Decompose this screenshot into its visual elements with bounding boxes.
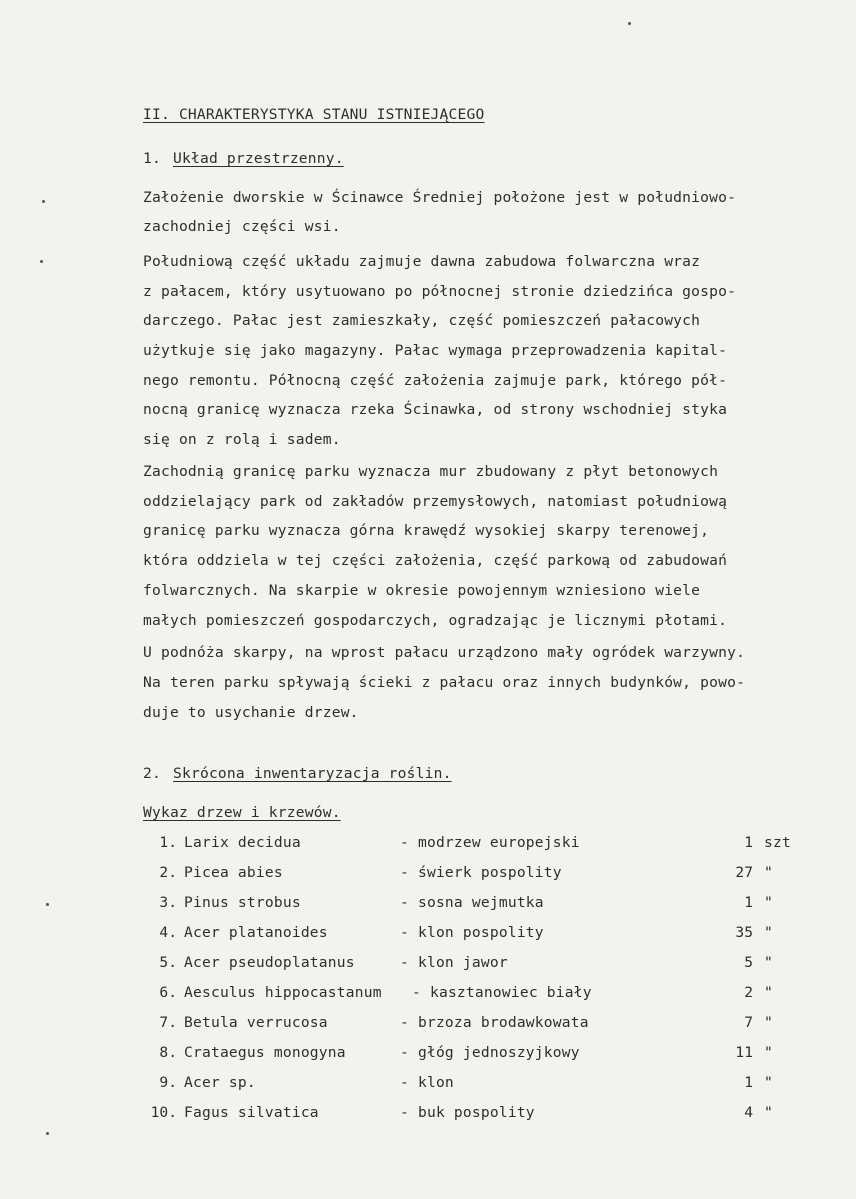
count: 1 <box>744 1074 753 1091</box>
unit: " <box>764 924 773 941</box>
polish-name: - świerk pospolity <box>400 864 562 881</box>
polish-name: - buk pospolity <box>400 1104 535 1121</box>
body-line: zachodniej części wsi. <box>143 218 341 235</box>
scan-speck <box>46 903 49 906</box>
unit: " <box>764 864 773 881</box>
count: 4 <box>744 1104 753 1121</box>
count: 11 <box>735 1044 753 1061</box>
scan-speck <box>42 200 45 203</box>
unit: " <box>764 984 773 1001</box>
body-line: Założenie dworskie w Ścinawce Średniej położone jest w południowo- <box>143 189 737 206</box>
body-line: U podnóża skarpy, na wprost pałacu urządzono mały ogródek warzywny. <box>143 644 746 661</box>
unit: " <box>764 954 773 971</box>
row-number: 4. <box>159 924 177 941</box>
section-title: II. CHARAKTERYSTYKA STANU ISTNIEJĄCEGO <box>143 106 485 123</box>
row-number: 9. <box>159 1074 177 1091</box>
row-number: 5. <box>159 954 177 971</box>
latin-name: Pinus strobus <box>184 894 301 911</box>
count: 7 <box>744 1014 753 1031</box>
unit: " <box>764 1104 773 1121</box>
body-line: z pałacem, który usytuowano po północnej stronie dziedzińca gospo- <box>143 283 737 300</box>
latin-name: Picea abies <box>184 864 283 881</box>
body-line: nego remontu. Północną część założenia zajmuje park, którego pół- <box>143 372 728 389</box>
polish-name: - klon pospolity <box>400 924 544 941</box>
latin-name: Acer pseudoplatanus <box>184 954 355 971</box>
unit: " <box>764 1074 773 1091</box>
count: 27 <box>735 864 753 881</box>
row-number: 2. <box>159 864 177 881</box>
body-line: się on z rolą i sadem. <box>143 431 341 448</box>
row-number: 6. <box>159 984 177 1001</box>
count: 5 <box>744 954 753 971</box>
body-line: darczego. Pałac jest zamieszkały, część pomieszczeń pałacowych <box>143 312 701 329</box>
body-line: folwarcznych. Na skarpie w okresie powojennym wzniesiono wiele <box>143 582 701 599</box>
row-number: 7. <box>159 1014 177 1031</box>
count: 1 <box>744 894 753 911</box>
body-line: granicę parku wyznacza górna krawędź wysokiej skarpy terenowej, <box>143 522 710 539</box>
count: 2 <box>744 984 753 1001</box>
body-line: Południową część układu zajmuje dawna zabudowa folwarczna wraz <box>143 253 701 270</box>
body-line: nocną granicę wyznacza rzeka Ścinawka, od strony wschodniej styka <box>143 401 728 418</box>
sub2-heading: Skrócona inwentaryzacja roślin. <box>173 765 452 782</box>
latin-name: Larix decidua <box>184 834 301 851</box>
unit: " <box>764 1014 773 1031</box>
row-number: 3. <box>159 894 177 911</box>
body-line: użytkuje się jako magazyny. Pałac wymaga przeprowadzenia kapital- <box>143 342 728 359</box>
count: 35 <box>735 924 753 941</box>
row-number: 1. <box>159 834 177 851</box>
polish-name: - głóg jednoszyjkowy <box>400 1044 580 1061</box>
body-line: duje to usychanie drzew. <box>143 704 359 721</box>
polish-name: - kasztanowiec biały <box>412 984 592 1001</box>
body-line: Na teren parku spływają ścieki z pałacu oraz innych budynków, powo- <box>143 674 746 691</box>
sub2-heading-number: 2. <box>143 765 161 782</box>
body-line: która oddziela w tej części założenia, część parkową od zabudowań <box>143 552 728 569</box>
unit: " <box>764 1044 773 1061</box>
body-line: małych pomieszczeń gospodarczych, ogradzając je licznymi płotami. <box>143 612 728 629</box>
latin-name: Aesculus hippocastanum <box>184 984 382 1001</box>
scan-speck <box>628 22 631 25</box>
row-number: 8. <box>159 1044 177 1061</box>
latin-name: Crataegus monogyna <box>184 1044 346 1061</box>
polish-name: - sosna wejmutka <box>400 894 544 911</box>
polish-name: - klon <box>400 1074 454 1091</box>
latin-name: Acer platanoides <box>184 924 328 941</box>
list-title: Wykaz drzew i krzewów. <box>143 804 341 821</box>
polish-name: - brzoza brodawkowata <box>400 1014 589 1031</box>
unit: " <box>764 894 773 911</box>
latin-name: Acer sp. <box>184 1074 256 1091</box>
sub1-heading-number: 1. <box>143 150 161 167</box>
latin-name: Betula verrucosa <box>184 1014 328 1031</box>
body-line: Zachodnią granicę parku wyznacza mur zbudowany z płyt betonowych <box>143 463 719 480</box>
row-number: 10. <box>150 1104 177 1121</box>
sub1-heading: Układ przestrzenny. <box>173 150 344 167</box>
polish-name: - klon jawor <box>400 954 508 971</box>
polish-name: - modrzew europejski <box>400 834 580 851</box>
body-line: oddzielający park od zakładów przemysłowych, natomiast południową <box>143 493 728 510</box>
latin-name: Fagus silvatica <box>184 1104 319 1121</box>
unit: szt <box>764 834 791 851</box>
scan-speck <box>46 1132 49 1135</box>
count: 1 <box>744 834 753 851</box>
scan-speck <box>40 260 43 263</box>
